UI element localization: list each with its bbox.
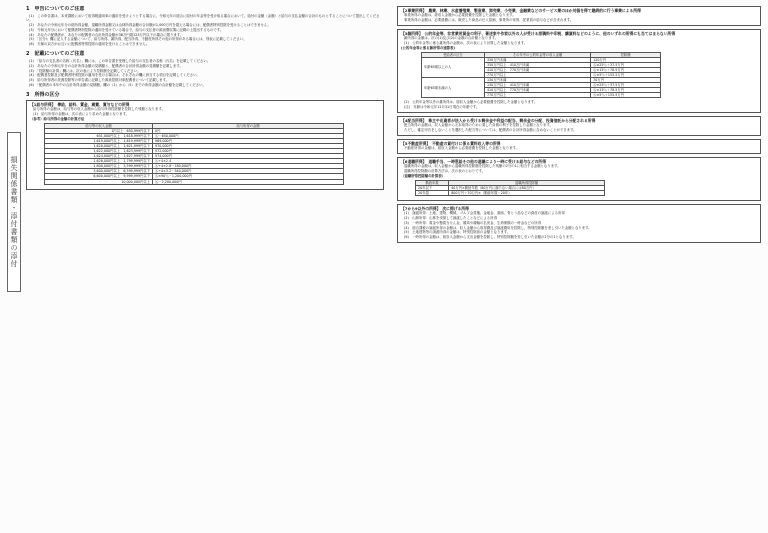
table-cell: Ⓐ×90％－1,200,000円 [153,174,344,179]
section-1-para: (1) この申告書は、本来課税において取得税適用率の適用を受けようとする場合に、令和元年の総合に給付の年金等を受け取る場合において、給付の金額（金額）と給与の支払金額の合計のものとすることについて提出してください。 [26,14,380,23]
real-estate-income-box [397,139,761,154]
misc-income-note: (2) 公的年金等以外の雑所得は、総収入金額から必要経費を控除した金額となります。 [404,100,538,105]
section-1-para: (2) あなたの令和元年分の総所得金額、退職所得金額又は山林所得金額の合計額が1,000万円を超える場合には、配偶者特別控除を受けることはできません。 [29,23,271,28]
table-cell: 130万円未満 [484,78,590,83]
table-cell: Ⓐ－2,200,000円 [153,179,344,184]
table-cell: 972,000円 [153,149,344,154]
other-income-box [397,204,761,243]
section-2-para: (5) 給与所得者の扶養控除等の申告書に記載した源泉控除対象配偶者について記載します。 [29,78,170,83]
table-cell: 969,000円 [153,138,344,143]
table-cell: 20年超 [416,190,449,195]
salary-income-desc: (1) 給与所得の金額は、次の表により求めた金額となります。 [33,111,130,116]
table-header: 勤続年数 [416,180,449,185]
other-income-desc: (1) 譲渡所得：土地、建物、機械、ゴルフ会員権、金地金、書画、骨とう品などの資産の譲渡による所得 [404,211,565,216]
right-column [397,6,761,527]
table-cell: Ⓐ÷4×3.2－540,000円 [153,169,344,174]
table-row [416,190,605,195]
other-income-title: 【7から9以外の所得】 次に掲げる所得 [401,205,469,211]
table-cell: 6,600,000円以上 9,999,999円以下 [45,174,153,179]
retirement-income-box [397,157,761,201]
table-cell: 1円以上 650,999円以下 [45,128,153,133]
salary-income-desc: 給与所得の金額は、給与等の収入金額から給与所得控除額を控除した残額となります。 [33,107,165,112]
section-2-para: (6) 「配偶者の本年中の合計所得金額の見積額」欄の（1）から（5）までの所得金額の合計額を記載してください。 [29,83,206,88]
retirement-table-caption: （退職所得控除額の計算表） [401,173,446,178]
misc-income-desc: 雑所得の金額は、次の(1)及び(2)の金額の合計額となります。 [404,36,499,41]
section-2-para: (1) 「給与の支払者の名称（氏名）」欄には、この申告書を受理した給与の支払者の名称（氏名）を記載してください。 [29,59,211,64]
business-income-title: 【2事業所得】 農業、林業、水産養殖業、製造業、卸売業、小売業、金融業などのサービス業のほか対価を得て継続的に行う事業による所得 [401,8,641,13]
left-column [26,6,384,527]
misc-income-desc: (1) 公的年金等に係る雑所得の金額は、次の表により計算した金額となります。 [404,40,528,45]
table-header: 受給者の区分 [422,52,485,57]
real-estate-income-desc: 不動産所得の金額は、総収入金額から必要経費を控除した金額となります。 [404,146,520,151]
table-cell: 130万円以上 410万円未満 [484,83,590,88]
table-cell: 年齢65歳未満の人 [422,78,485,98]
table-cell: 10,000,000円以上 [45,179,153,184]
table-cell: 970,000円 [153,143,344,148]
table-row [45,179,344,184]
business-income-desc: 事業所得の金額は、必要経費には、販売した商品の仕入原価、事業所の家賃、従業員の給与などが含まれます。 [404,18,574,23]
table-cell: 1,620,000円以上 1,621,999円以下 [45,143,153,148]
retirement-income-desc: 退職所得控除額の計算方法は、次の表のとおりです。 [404,169,486,174]
retirement-table [415,180,605,196]
table-cell: Ⓐ×15％＋78.5万円 [591,88,661,93]
table-cell: 年齢65歳以上の人 [422,57,485,77]
table-cell: 20年以下 [416,185,449,190]
table-cell: 410万円以上 770万円未満 [484,88,590,93]
section-1-para: (3) 令和元年分において配偶者特別控除の適用を受けている場合で、給与の支払者の源泉徴収簿に記載の上提出するものです。 [29,27,224,32]
table-cell: 800万円＋70万円×（勤続年数－20年） [449,190,605,195]
section-2-para: (3) 「控除額の計算」欄には、次の表により控除額を記載してください。 [29,68,141,73]
other-income-desc: (5) 土地建物等の譲渡所得の金額は、特別控除前の金額となります。 [404,230,511,235]
section-1-para: (5) 「区分Ⅰ」欄に記入する金額について、給与所得、雑所得、配当所得、不動産所得その他の所得がある場合には、別表に記載してください。 [29,37,247,42]
table-cell: Ⓐ×5％＋155.5万円 [591,93,661,98]
table-cell: 974,000円 [153,154,344,159]
table-header: 退職所得控除額 [449,180,605,185]
other-income-desc: (4) 総合課税の譲渡所得の金額は、収入金額から取得費及び譲渡費用を控除し、特別控除額を差し引いた金額となります。 [404,225,592,230]
section-1-title: 1 申告についてのご注意 [26,6,85,12]
table-cell: Ⓐ－650,000円 [153,133,344,138]
section-2-para: (4) 配偶者控除及び配偶者特別控除の適用を受ける場合は、それぞれの欄に該当する項目を記載してください。 [29,73,200,78]
table-cell: 3,600,000円以上 6,599,999円以下 [45,169,153,174]
table-header: 給与所得の金額 [153,123,344,128]
table-cell: Ⓐ×25％＋37.5万円 [591,62,661,67]
table-header: その年中の公的年金等の収入金額 [484,52,590,57]
table-cell: 1,619,000円以上 1,619,999円以下 [45,138,153,143]
other-income-desc: (3) 一時所得：賞金や懸賞当せん金、競馬や競輪の払戻金、生命保険の一時金などの所得 [404,220,542,225]
misc-income-box [397,29,761,113]
table-cell: 1,624,000円以上 1,627,999円以下 [45,154,153,159]
dividend-income-title: 【4配当所得】 株主や出資者が法人から受ける剰余金や利益の配当、剰余金の分配、投資信託から分配される所得 [401,118,596,124]
table-cell: 40万円×勤続年数（80万円に満たない場合には80万円） [449,185,605,190]
table-cell: 651,000円以上 1,618,999円以下 [45,133,153,138]
salary-income-box [26,100,384,190]
side-tab-label: 損失関係書類・添付書類の添付 [7,132,21,292]
section-3-title: 3 所得の区分 [26,91,60,98]
table-cell: Ⓐ×15％＋78.5万円 [591,67,661,72]
table-cell: Ⓐ×5％＋155.5万円 [591,72,661,77]
dividend-income-desc: 配当所得の金額は、収入金額から元本取得のために要した負債の利子を控除した金額となります。 [404,123,553,128]
table-cell: 770万円以上 [484,93,590,98]
other-income-desc: (2) 山林所得：山林を伐採して譲渡したことなどによる所得 [404,216,497,221]
table-header: 給与等の収入金額 [45,123,153,128]
table-cell: 1,622,000円以上 1,623,999円以下 [45,149,153,154]
section-1-para: (6) 夫婦の双方がお互いに配偶者特別控除の適用を受けることはできません。 [29,42,150,47]
table-cell: 330万円未満 [484,57,590,62]
other-income-desc: (6) 一時所得の金額は、総収入金額から支出金額を控除し、特別控除額を差し引いた金額の2分の1となります。 [404,235,576,240]
table-header-row [422,52,661,57]
table-cell: 1,800,000円以上 3,599,999円以下 [45,164,153,169]
real-estate-income-title: 【5不動産所得】 不動産の貸付けに係る賃料収入等の所得 [401,140,501,146]
retirement-income-title: 【6退職所得】 退職手当、一時恩給その他の退職により一時に受ける給与などの所得 [401,159,547,164]
section-2-para: (2) あなたの令和元年分の合計所得金額の見積額と、配偶者の合計所得金額の見積額を記載します。 [29,63,183,68]
table-cell: Ⓐ÷4×2.8－180,000円 [153,164,344,169]
table-header: 控除額 [591,52,661,57]
section-2-title: 2 記載についてのご注意 [26,51,85,58]
table-cell: 330万円以上 410万円未満 [484,62,590,67]
retirement-income-desc: 退職所得の金額は、収入金額から退職所得控除額を控除した残額の2分の1に相当する金額となります。 [404,164,561,169]
business-income-desc: 事業所得の金額は、総収入金額から必要経費を控除した金額となります。 [404,13,516,18]
misc-income-title: 【3雑所得】 公的年金等、非営業用貸金の利子、著述家や作家以外の人が受ける原稿料や印税、講演料などのように、他のいずれの所得にも当てはまらない所得 [401,30,676,36]
salary-income-table [44,123,344,185]
table-cell: 120万円 [591,57,661,62]
misc-income-note: (注) 年齢は令和元年12月31日現在の年齢です。 [404,105,480,110]
table-cell: 70万円 [591,78,661,83]
table-cell: Ⓐ×25％＋37.5万円 [591,83,661,88]
section-1-para: (4) あなたの配偶者が、あなたの配偶者の合計所得金額が38万円超123万円以下の場合に限ります。 [29,32,184,37]
table-cell: 770万円以上 [484,72,590,77]
dividend-income-box [397,116,761,136]
business-income-box [397,6,761,26]
salary-table-caption: （参考）給与所得の金額の計算方法 [30,116,85,121]
dividend-income-desc: ただし、確定申告をしないことを選択した配当等については、配偶者の合計所得金額に含めないことができます。 [404,128,577,133]
pension-table [421,52,661,99]
pension-table-caption: (公的年金等に係る雑所得の速算表) [401,45,455,50]
table-cell: 0円 [153,128,344,133]
table-cell: 1,628,000円以上 1,799,999円以下 [45,159,153,164]
table-cell: 410万円以上 770万円未満 [484,67,590,72]
salary-income-title: 【1給与所得】 俸給、給料、賃金、歳費、賞与などの所得 [30,101,130,107]
table-cell: Ⓐ÷4×2.4 [153,159,344,164]
